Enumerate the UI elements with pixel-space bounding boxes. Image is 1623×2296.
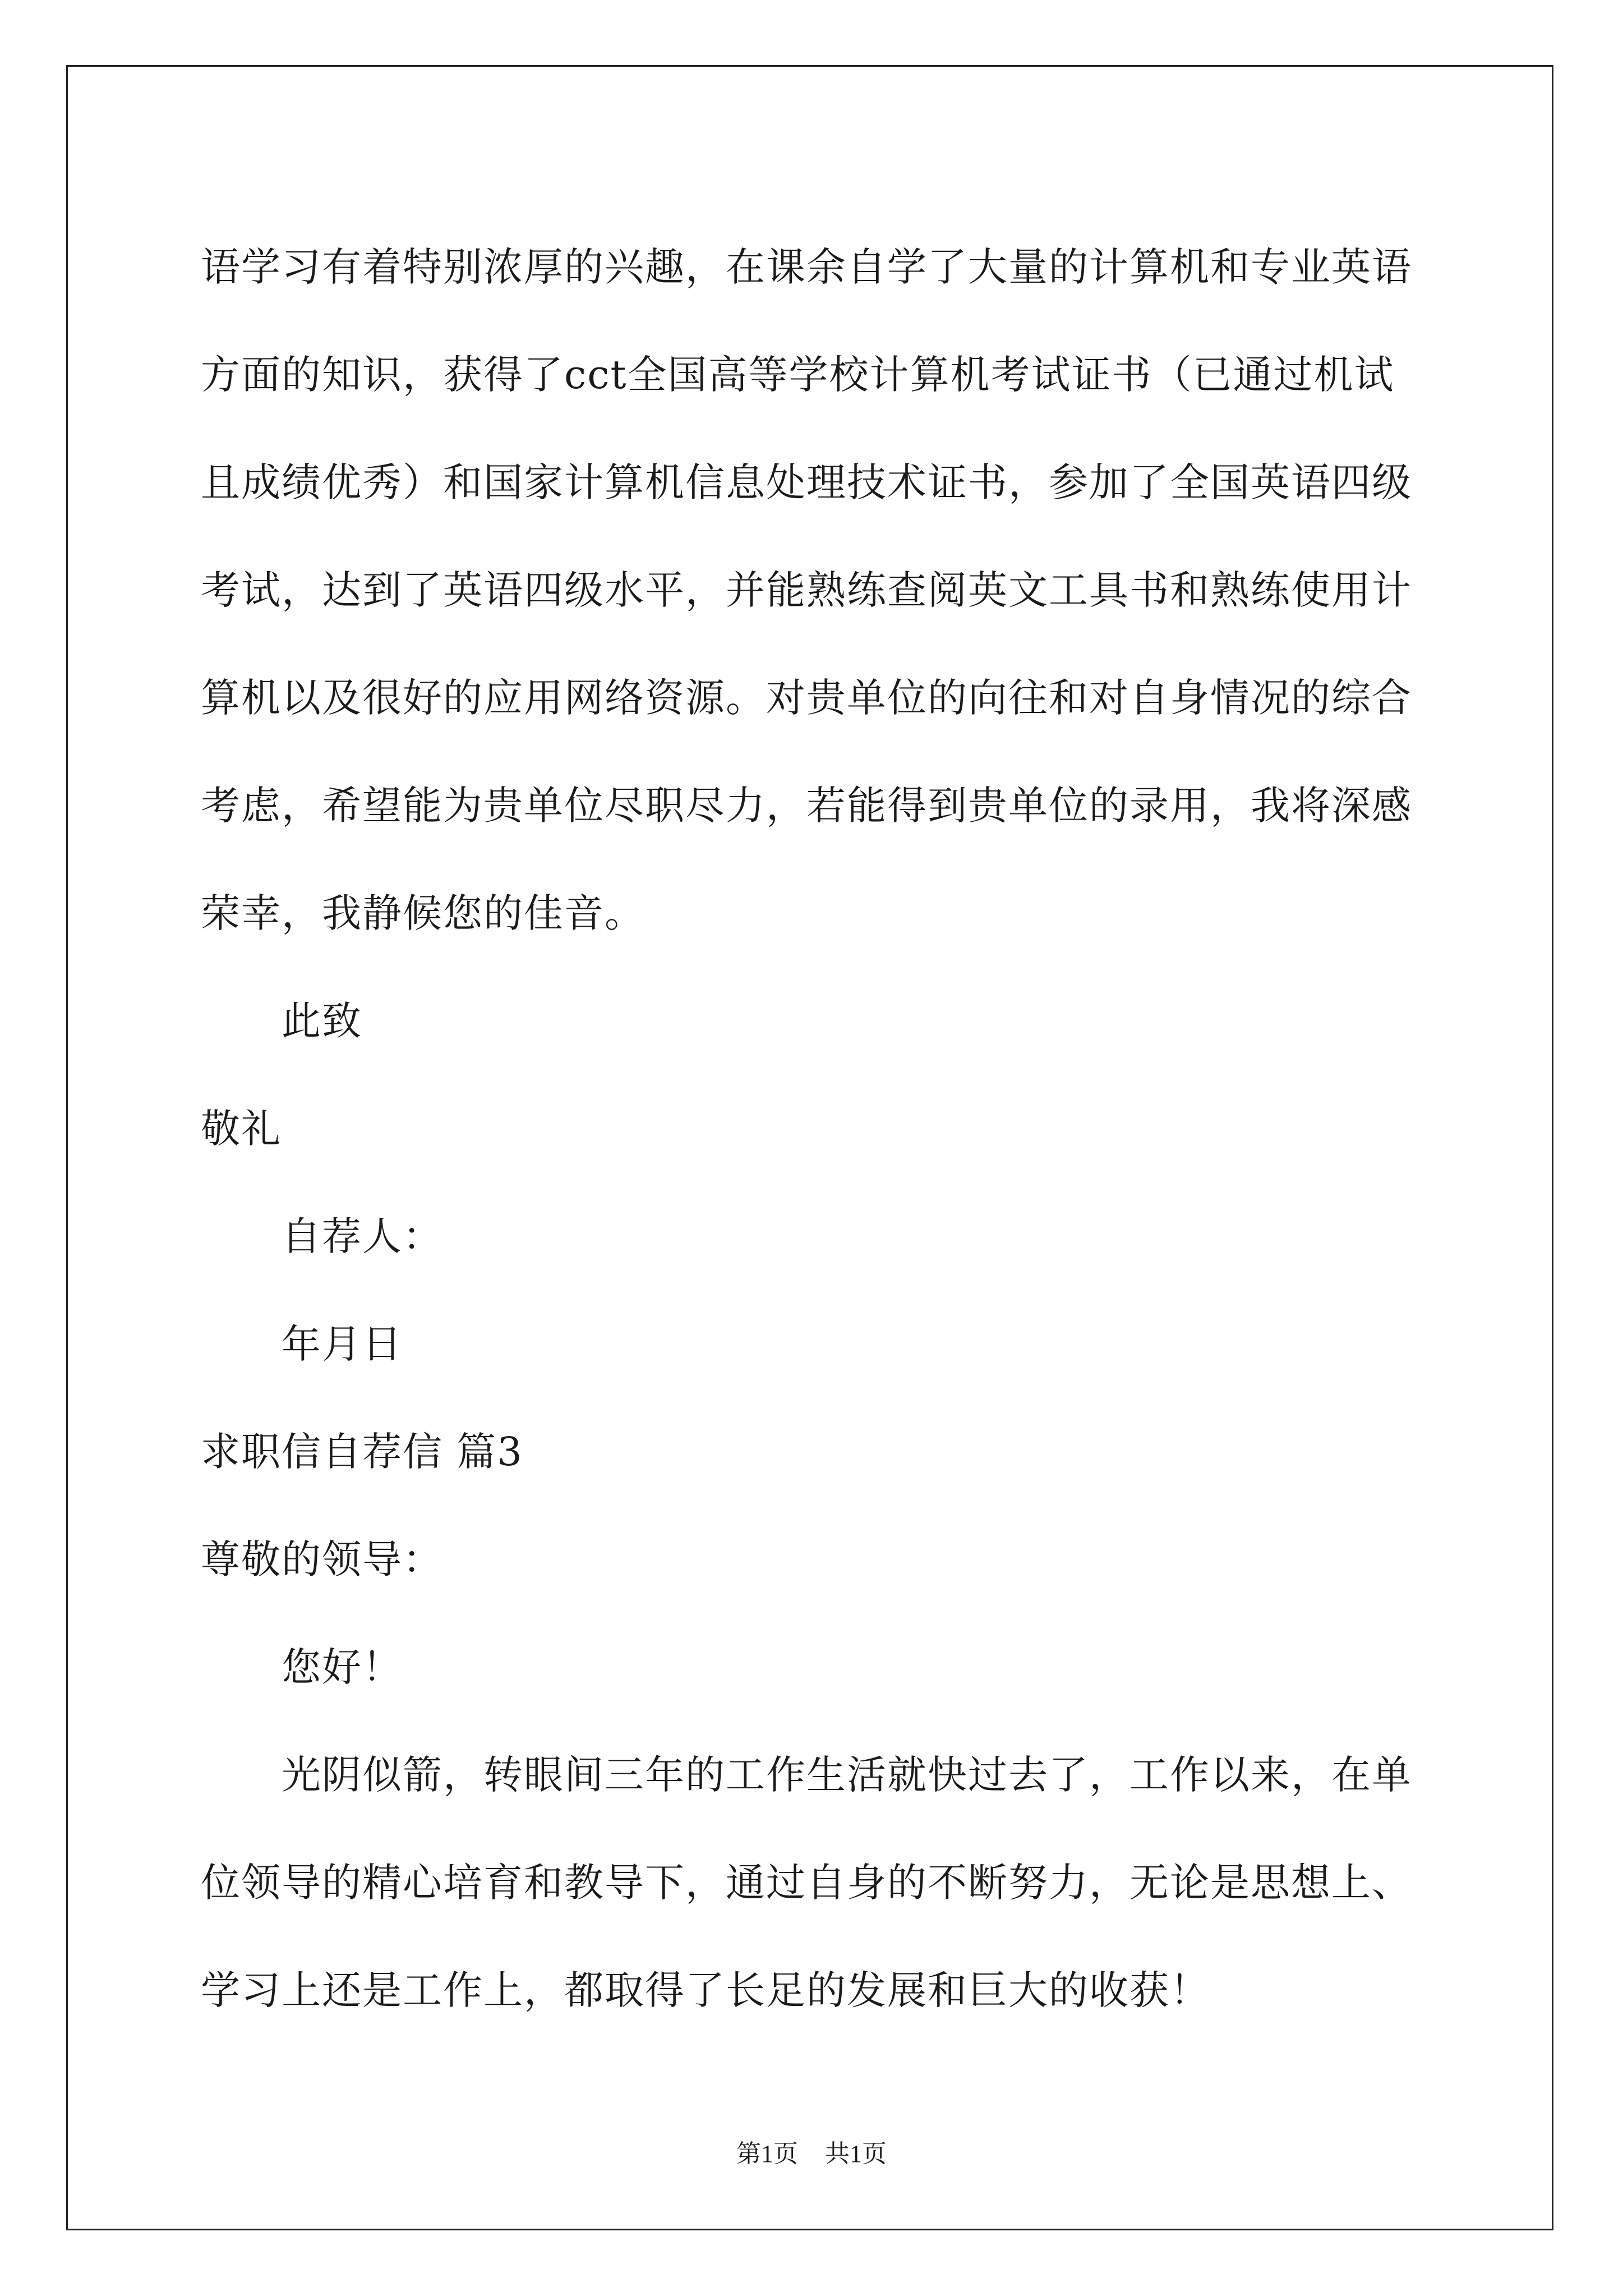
paragraph-line: 位领导的精心培育和教导下，通过自身的不断努力，无论是思想上、 (201, 1860, 1412, 1906)
paragraph-line: 方面的知识，获得了cct全国高等学校计算机考试证书（已通过机试 (201, 352, 1395, 398)
closing-regards: 敬礼 (201, 1106, 282, 1152)
closing-salutation: 此致 (282, 998, 362, 1044)
greeting-recipient: 尊敬的领导： (201, 1536, 443, 1582)
paragraph-line: 学习上还是工作上，都取得了长足的发展和巨大的收获！ (201, 1967, 1210, 2013)
paragraph-line: 且成绩优秀）和国家计算机信息处理技术证书，参加了全国英语四级 (201, 459, 1412, 505)
section-title: 求职信自荐信 篇3 (201, 1429, 523, 1475)
page-footer (0, 2137, 1623, 2171)
paragraph-line: 荣幸，我静候您的佳音。 (201, 890, 645, 936)
paragraph-line: 考虑，希望能为贵单位尽职尽力，若能得到贵单位的录用，我将深感 (201, 783, 1412, 829)
signature-label: 自荐人： (282, 1213, 443, 1259)
paragraph-line: 语学习有着特别浓厚的兴趣，在课余自学了大量的计算机和专业英语 (201, 244, 1412, 290)
page-total: 共1页 (825, 2140, 887, 2168)
paragraph-line: 考试，达到了英语四级水平，并能熟练查阅英文工具书和熟练使用计 (201, 567, 1412, 613)
paragraph-line: 算机以及很好的应用网络资源。对贵单位的向往和对自身情况的综合 (201, 675, 1412, 721)
page-number: 第1页 (736, 2140, 798, 2168)
paragraph-line: 光阴似箭，转眼间三年的工作生活就快过去了，工作以来，在单 (282, 1752, 1412, 1798)
greeting: 您好！ (282, 1644, 403, 1690)
date-label: 年月日 (282, 1321, 403, 1367)
document-body (201, 213, 1423, 2044)
